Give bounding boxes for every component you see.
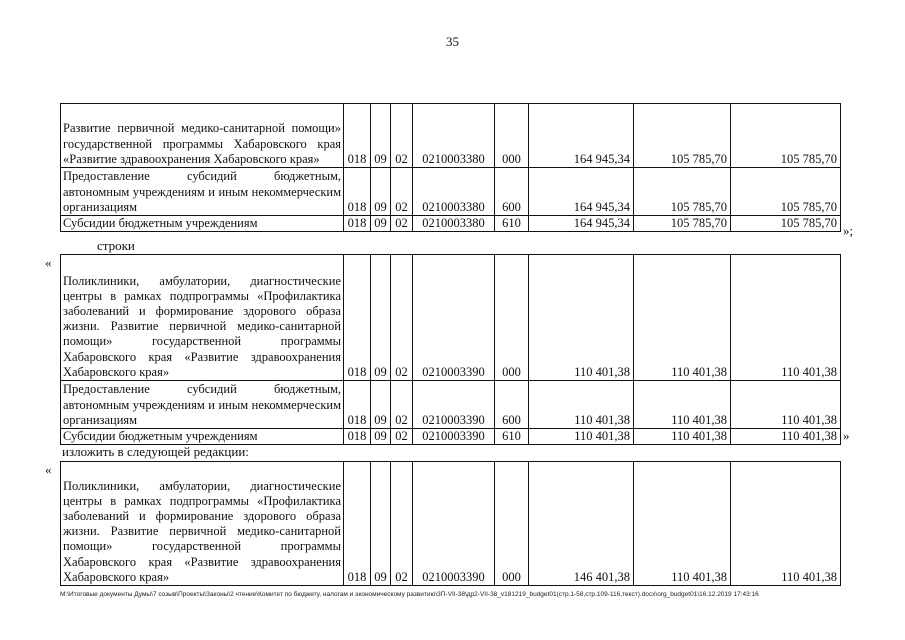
amount-3: 110 401,38: [731, 381, 841, 429]
amount-3: 110 401,38: [731, 462, 841, 586]
ministry-code: 018: [344, 462, 371, 586]
subsection-code: 02: [391, 168, 413, 216]
amount-3: 105 785,70: [731, 168, 841, 216]
subsection-code: 02: [391, 429, 413, 445]
section-code: 09: [371, 381, 391, 429]
closing-quote-1: »;: [843, 223, 854, 238]
page-number: 35: [446, 34, 459, 49]
amount-3: 105 785,70: [731, 104, 841, 168]
subsection-code: 02: [391, 104, 413, 168]
row-name: Предоставление субсидий бюджетным, автономным учреждениям и иным некоммерческим организациям: [61, 168, 344, 216]
budget-table-3: [60, 461, 841, 586]
budget-table-2: [60, 254, 841, 445]
table-row: [61, 255, 841, 381]
target-code: 0210003380: [413, 216, 495, 232]
amount-1: 110 401,38: [529, 429, 634, 445]
expense-type-code: 610: [495, 216, 529, 232]
ministry-code: 018: [344, 104, 371, 168]
target-code: 0210003390: [413, 462, 495, 586]
ministry-code: 018: [344, 381, 371, 429]
expense-type-code: 000: [495, 462, 529, 586]
amount-2: 110 401,38: [634, 462, 731, 586]
subsection-code: 02: [391, 255, 413, 381]
table-row: [61, 462, 841, 586]
target-code: 0210003380: [413, 168, 495, 216]
amount-1: 146 401,38: [529, 462, 634, 586]
opening-quote-3: «: [45, 462, 52, 477]
table-row: [61, 104, 841, 168]
file-path-footer: M:\Итоговые документы Думы\7 созыв\Проекты\Законы\2 чтение\Комитет по бюджету, налогам и экономическому развитию\3П-VII-38\др2-VII-38_v181219_budget01(стр.1-58,стр.109-116,текст).docx\org_budget01\16.12.2019 17:43:16: [60, 591, 759, 598]
row-name: Поликлиники, амбулатории, диагностические центры в рамках подпрограммы «Профилактика заболеваний и формирование здорового образа жизни. Развитие первичной медико-санитарной помощи» государственной программы Хабаровского края «Развитие здравоохранения Хабаровского края»: [61, 462, 344, 586]
amount-1: 164 945,34: [529, 216, 634, 232]
ministry-code: 018: [344, 255, 371, 381]
expense-type-code: 000: [495, 255, 529, 381]
row-name: Субсидии бюджетным учреждениям: [61, 429, 344, 445]
amount-2: 110 401,38: [634, 381, 731, 429]
section-code: 09: [371, 216, 391, 232]
ministry-code: 018: [344, 168, 371, 216]
amount-3: 110 401,38: [731, 429, 841, 445]
closing-quote-2: »: [843, 428, 850, 443]
section-code: 09: [371, 255, 391, 381]
budget-table-1: [60, 103, 841, 232]
opening-quote-2: «: [45, 255, 52, 270]
amount-1: 110 401,38: [529, 255, 634, 381]
section-code: 09: [371, 429, 391, 445]
amount-3: 110 401,38: [731, 255, 841, 381]
section-code: 09: [371, 462, 391, 586]
amount-2: 105 785,70: [634, 216, 731, 232]
amount-2: 105 785,70: [634, 168, 731, 216]
expense-type-code: 600: [495, 381, 529, 429]
amount-2: 110 401,38: [634, 429, 731, 445]
row-name: Поликлиники, амбулатории, диагностические центры в рамках подпрограммы «Профилактика заболеваний и формирование здорового образа жизни. Развитие первичной медико-санитарной помощи» государственной программы Хабаровского края «Развитие здравоохранения Хабаровского края»: [61, 255, 344, 381]
row-name: Развитие первичной медико-санитарной помощи» государственной программы Хабаровского края «Развитие здравоохранения Хабаровского края»: [61, 104, 344, 168]
amount-1: 110 401,38: [529, 381, 634, 429]
subsection-code: 02: [391, 462, 413, 586]
table-row: [61, 381, 841, 429]
table-row: [61, 216, 841, 232]
expense-type-code: 600: [495, 168, 529, 216]
ministry-code: 018: [344, 216, 371, 232]
target-code: 0210003390: [413, 255, 495, 381]
rows-label: строки: [97, 238, 135, 253]
target-code: 0210003390: [413, 381, 495, 429]
table-row: [61, 429, 841, 445]
new-edition-label: изложить в следующей редакции:: [62, 444, 249, 459]
row-name: Субсидии бюджетным учреждениям: [61, 216, 344, 232]
section-code: 09: [371, 104, 391, 168]
table-row: [61, 168, 841, 216]
target-code: 0210003390: [413, 429, 495, 445]
section-code: 09: [371, 168, 391, 216]
expense-type-code: 000: [495, 104, 529, 168]
row-name: Предоставление субсидий бюджетным, автономным учреждениям и иным некоммерческим организациям: [61, 381, 344, 429]
target-code: 0210003380: [413, 104, 495, 168]
amount-3: 105 785,70: [731, 216, 841, 232]
subsection-code: 02: [391, 216, 413, 232]
amount-2: 105 785,70: [634, 104, 731, 168]
subsection-code: 02: [391, 381, 413, 429]
ministry-code: 018: [344, 429, 371, 445]
amount-2: 110 401,38: [634, 255, 731, 381]
amount-1: 164 945,34: [529, 104, 634, 168]
amount-1: 164 945,34: [529, 168, 634, 216]
expense-type-code: 610: [495, 429, 529, 445]
